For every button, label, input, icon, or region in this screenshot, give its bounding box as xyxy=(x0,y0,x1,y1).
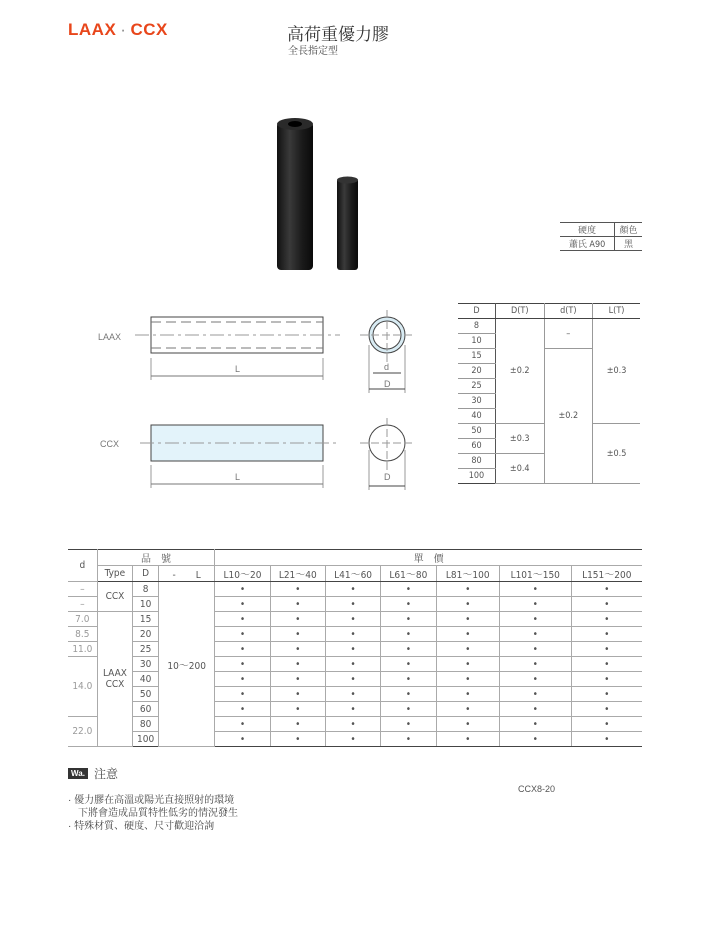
price-cell: • xyxy=(381,582,436,597)
price-cell: • xyxy=(436,642,499,657)
inner-diameter-cell: 7.0 xyxy=(68,612,97,627)
outer-diameter-cell: 50 xyxy=(133,687,159,702)
price-cell: • xyxy=(436,702,499,717)
inner-diameter-label: d xyxy=(384,362,390,372)
brand-laax: LAAX xyxy=(68,20,117,39)
price-cell: • xyxy=(436,657,499,672)
price-cell: • xyxy=(436,612,499,627)
tolerance-header: L(T) xyxy=(593,304,640,319)
price-cell: • xyxy=(325,582,380,597)
tolerance-header: D(T) xyxy=(495,304,544,319)
price-table xyxy=(68,549,642,747)
ccx-diameter-label: D xyxy=(384,472,391,482)
price-cell: • xyxy=(436,627,499,642)
product-brand xyxy=(68,20,168,40)
price-cell: • xyxy=(499,717,571,732)
price-cell: • xyxy=(325,612,380,627)
price-cell: • xyxy=(381,687,436,702)
inner-diameter-cell: 14.0 xyxy=(68,657,97,717)
price-cell: • xyxy=(325,642,380,657)
price-cell: • xyxy=(436,687,499,702)
diameter-cell: 15 xyxy=(458,349,495,364)
price-column-header: L101～150 xyxy=(499,566,571,582)
color-header: 顏色 xyxy=(615,223,642,237)
laax-label: LAAX xyxy=(98,332,122,342)
price-cell: • xyxy=(381,612,436,627)
outer-diameter-cell: 100 xyxy=(133,732,159,747)
price-row xyxy=(68,612,642,627)
price-cell: • xyxy=(325,672,380,687)
price-column-header: L10～20 xyxy=(215,566,270,582)
price-cell: • xyxy=(499,732,571,747)
ccx-length-label: L xyxy=(235,472,241,482)
outer-diameter-cell: 15 xyxy=(133,612,159,627)
price-cell: • xyxy=(381,732,436,747)
price-cell: • xyxy=(381,672,436,687)
price-cell: • xyxy=(270,597,325,612)
outer-tolerance-cell: ±0.4 xyxy=(495,454,544,484)
price-cell: • xyxy=(325,657,380,672)
outer-tolerance-cell: ±0.2 xyxy=(495,319,544,424)
ccx-cylinder xyxy=(337,177,358,271)
length-range-cell: 10～200 xyxy=(159,582,215,747)
price-cell: • xyxy=(499,672,571,687)
laax-length-label: L xyxy=(235,364,241,374)
price-cell: • xyxy=(270,702,325,717)
type-header: Type xyxy=(97,566,133,582)
outer-diameter-label: D xyxy=(384,379,391,389)
price-cell: • xyxy=(215,642,270,657)
price-cell: • xyxy=(325,717,380,732)
part-number-header: 品 號 xyxy=(97,550,215,566)
notes-section xyxy=(68,765,238,833)
price-cell: • xyxy=(215,597,270,612)
length-tolerance-cell: ±0.5 xyxy=(593,424,640,484)
price-cell: • xyxy=(499,687,571,702)
price-cell: • xyxy=(571,732,642,747)
price-cell: • xyxy=(436,597,499,612)
price-row xyxy=(68,627,642,642)
price-cell: • xyxy=(571,657,642,672)
price-row xyxy=(68,732,642,747)
hardness-header: 硬度 xyxy=(560,223,615,237)
price-cell: • xyxy=(270,732,325,747)
price-cell: • xyxy=(215,612,270,627)
price-cell: • xyxy=(215,687,270,702)
example-code: CCX8-20 xyxy=(518,784,556,794)
outer-diameter-cell: 10 xyxy=(133,597,159,612)
price-cell: • xyxy=(325,627,380,642)
price-cell: • xyxy=(571,642,642,657)
price-cell: • xyxy=(381,627,436,642)
tolerance-header-row xyxy=(458,304,640,319)
price-cell: • xyxy=(325,687,380,702)
price-column-header: L151～200 xyxy=(571,566,642,582)
tolerance-header: D xyxy=(458,304,495,319)
laax-cylinder xyxy=(277,118,313,270)
price-row xyxy=(68,597,642,612)
price-row xyxy=(68,702,642,717)
price-cell: • xyxy=(215,627,270,642)
inner-tolerance-cell: ±0.2 xyxy=(544,349,593,484)
note-line: · 優力膠在高溫或陽光直接照射的環境 xyxy=(68,795,235,806)
price-cell: • xyxy=(381,657,436,672)
note-line: · 特殊材質、硬度、尺寸歡迎洽詢 xyxy=(68,821,215,832)
price-column-header: L61～80 xyxy=(381,566,436,582)
price-cell: • xyxy=(436,672,499,687)
price-cell: • xyxy=(215,702,270,717)
price-cell: • xyxy=(571,582,642,597)
outer-diameter-cell: 60 xyxy=(133,702,159,717)
page-title: 高荷重優力膠 xyxy=(287,25,389,44)
D-header: D xyxy=(133,566,159,582)
notes-title: 注意 xyxy=(93,767,118,781)
price-cell: • xyxy=(270,657,325,672)
brand-separator: · xyxy=(120,20,127,39)
brand-ccx: CCX xyxy=(130,20,168,39)
d-header: d xyxy=(68,550,97,582)
color-value: 黑 xyxy=(615,237,642,251)
outer-tolerance-cell: ±0.3 xyxy=(495,424,544,454)
diameter-cell: 80 xyxy=(458,454,495,469)
diameter-cell: 20 xyxy=(458,364,495,379)
note-line: 下將會造成品質特性低劣的情況發生 xyxy=(78,808,238,819)
inner-diameter-cell: 22.0 xyxy=(68,717,97,747)
price-cell: • xyxy=(381,597,436,612)
price-cell: • xyxy=(270,582,325,597)
price-cell: • xyxy=(436,717,499,732)
price-column-header: L81～100 xyxy=(436,566,499,582)
inner-diameter-cell: – xyxy=(68,597,97,612)
price-row xyxy=(68,642,642,657)
diameter-cell: 25 xyxy=(458,379,495,394)
unit-price-header: 單 價 xyxy=(215,550,642,566)
tolerance-header: d(T) xyxy=(544,304,593,319)
outer-diameter-cell: 20 xyxy=(133,627,159,642)
price-cell: • xyxy=(381,642,436,657)
diameter-cell: 50 xyxy=(458,424,495,439)
price-cell: • xyxy=(436,732,499,747)
price-cell: • xyxy=(381,702,436,717)
price-cell: • xyxy=(499,657,571,672)
page-subtitle: 全長指定型 xyxy=(288,46,338,57)
price-cell: • xyxy=(571,717,642,732)
price-row xyxy=(68,687,642,702)
price-cell: • xyxy=(499,597,571,612)
price-cell: • xyxy=(571,627,642,642)
price-cell: • xyxy=(499,582,571,597)
price-cell: • xyxy=(270,672,325,687)
inner-diameter-cell: 8.5 xyxy=(68,627,97,642)
price-header-row xyxy=(68,550,642,566)
price-cell: • xyxy=(270,717,325,732)
price-cell: • xyxy=(571,672,642,687)
price-cell: • xyxy=(499,627,571,642)
price-cell: • xyxy=(215,582,270,597)
price-row xyxy=(68,582,642,597)
price-cell: • xyxy=(381,717,436,732)
ccx-label: CCX xyxy=(100,439,120,449)
price-cell: • xyxy=(270,642,325,657)
warning-badge: Wa. xyxy=(68,768,88,779)
outer-diameter-cell: 8 xyxy=(133,582,159,597)
price-cell: • xyxy=(571,702,642,717)
price-cell: • xyxy=(571,687,642,702)
length-tolerance-cell: ±0.3 xyxy=(593,319,640,424)
diameter-cell: 10 xyxy=(458,334,495,349)
price-cell: • xyxy=(499,612,571,627)
price-cell: • xyxy=(436,582,499,597)
diameter-cell: 100 xyxy=(458,469,495,484)
outer-diameter-cell: 25 xyxy=(133,642,159,657)
price-column-header: L21～40 xyxy=(270,566,325,582)
price-subheader-row xyxy=(68,566,642,582)
price-column-header: L41～60 xyxy=(325,566,380,582)
hardness-value: 蕭氏 A90 xyxy=(560,237,615,251)
price-cell: • xyxy=(325,702,380,717)
price-cell: • xyxy=(215,672,270,687)
price-row xyxy=(68,672,642,687)
outer-diameter-cell: 40 xyxy=(133,672,159,687)
price-cell: • xyxy=(215,717,270,732)
price-cell: • xyxy=(270,627,325,642)
price-cell: • xyxy=(325,732,380,747)
ccx-side-view xyxy=(140,418,414,490)
diameter-cell: 8 xyxy=(458,319,495,334)
price-row xyxy=(68,717,642,732)
hardness-color-table xyxy=(560,222,642,251)
price-row xyxy=(68,657,642,672)
price-cell: • xyxy=(215,732,270,747)
type-cell: LAAX CCX xyxy=(97,612,133,747)
dimension-drawing xyxy=(90,300,430,500)
diameter-cell: 30 xyxy=(458,394,495,409)
price-cell: • xyxy=(499,642,571,657)
price-cell: • xyxy=(270,687,325,702)
price-cell: • xyxy=(499,702,571,717)
outer-diameter-cell: 80 xyxy=(133,717,159,732)
tolerance-row xyxy=(458,319,640,334)
inner-diameter-cell: 11.0 xyxy=(68,642,97,657)
diameter-cell: 60 xyxy=(458,439,495,454)
L-header: - L xyxy=(159,566,215,582)
outer-diameter-cell: 30 xyxy=(133,657,159,672)
product-photo xyxy=(260,110,380,280)
price-cell: • xyxy=(215,657,270,672)
price-cell: • xyxy=(571,612,642,627)
price-cell: • xyxy=(325,597,380,612)
price-cell: • xyxy=(270,612,325,627)
type-cell: CCX xyxy=(97,582,133,612)
diameter-cell: 40 xyxy=(458,409,495,424)
price-cell: • xyxy=(571,597,642,612)
inner-diameter-cell: – xyxy=(68,582,97,597)
tolerance-table xyxy=(458,303,640,484)
inner-tolerance-cell: – xyxy=(544,319,593,349)
